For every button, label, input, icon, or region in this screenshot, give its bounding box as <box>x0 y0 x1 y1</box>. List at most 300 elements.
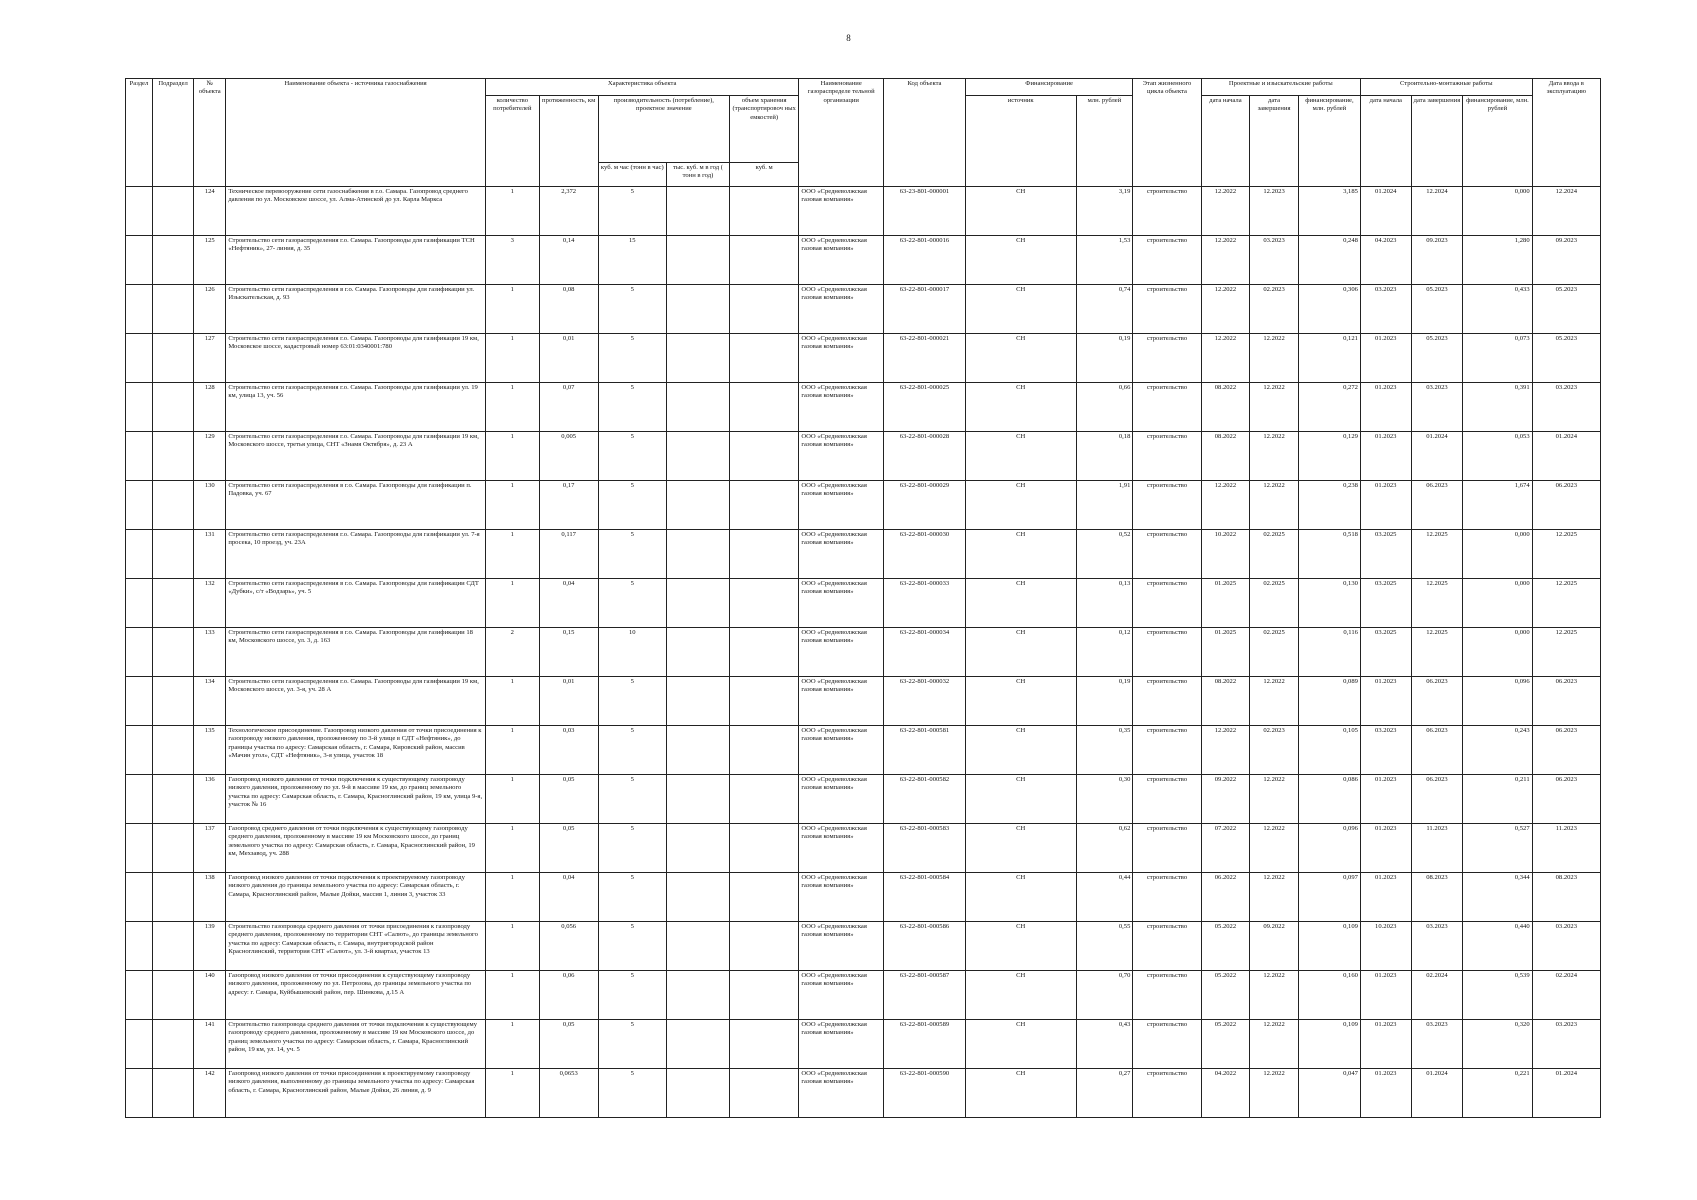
cell-podrazdel <box>152 1069 193 1118</box>
cell-storage-volume <box>730 579 799 628</box>
cell-fin-mln: 0,43 <box>1076 1020 1133 1069</box>
cell-design-end: 02.2023 <box>1250 285 1299 334</box>
cell-capacity-year <box>666 579 729 628</box>
cell-podrazdel <box>152 334 193 383</box>
cell-constr-start: 01.2023 <box>1360 432 1411 481</box>
cell-fin-source: СН <box>965 726 1076 775</box>
cell-capacity-year <box>666 236 729 285</box>
cell-length: 0,01 <box>539 677 598 726</box>
cell-capacity-year <box>666 432 729 481</box>
cell-razdel <box>126 922 153 971</box>
cell-capacity-hour: 5 <box>598 677 666 726</box>
cell-razdel <box>126 481 153 530</box>
cell-object-code: 63-22-801-000030 <box>884 530 966 579</box>
header-constr-start: дата начала <box>1360 96 1411 187</box>
cell-fin-mln: 0,70 <box>1076 971 1133 1020</box>
cell-consumers: 3 <box>485 236 539 285</box>
cell-razdel <box>126 726 153 775</box>
page-number: 8 <box>846 33 851 43</box>
cell-design-end: 12.2022 <box>1250 775 1299 824</box>
cell-constr-start: 01.2024 <box>1360 187 1411 236</box>
cell-storage-volume <box>730 873 799 922</box>
cell-length: 0,04 <box>539 579 598 628</box>
cell-constr-end: 03.2023 <box>1411 383 1463 432</box>
cell-constr-start: 01.2023 <box>1360 775 1411 824</box>
cell-razdel <box>126 530 153 579</box>
cell-capacity-hour: 5 <box>598 383 666 432</box>
cell-object-number: 140 <box>194 971 226 1020</box>
cell-object-name: Строительство сети газораспределения г.о. Самара. Газопроводы для газификации ул. 7-я просека, 10 проезд, уч. 23А <box>226 530 486 579</box>
cell-object-number: 133 <box>194 628 226 677</box>
header-unit-cubm: куб. м <box>730 163 799 187</box>
cell-commissioning-date: 03.2023 <box>1532 1020 1600 1069</box>
cell-constr-start: 03.2025 <box>1360 628 1411 677</box>
cell-design-start: 05.2022 <box>1201 922 1250 971</box>
cell-storage-volume <box>730 383 799 432</box>
cell-commissioning-date: 01.2024 <box>1532 432 1600 481</box>
cell-length: 0,15 <box>539 628 598 677</box>
cell-commissioning-date: 06.2023 <box>1532 677 1600 726</box>
cell-length: 0,056 <box>539 922 598 971</box>
cell-fin-mln: 0,30 <box>1076 775 1133 824</box>
cell-constr-fin: 0,096 <box>1463 677 1532 726</box>
cell-length: 0,14 <box>539 236 598 285</box>
cell-fin-mln: 3,19 <box>1076 187 1133 236</box>
cell-razdel <box>126 383 153 432</box>
cell-lifecycle-stage: строительство <box>1133 334 1201 383</box>
cell-constr-end: 12.2025 <box>1411 628 1463 677</box>
cell-constr-end: 08.2023 <box>1411 873 1463 922</box>
header-capacity: производительность (потребление), проектное значение <box>598 96 729 163</box>
cell-lifecycle-stage: строительство <box>1133 579 1201 628</box>
cell-object-code: 63-22-801-000581 <box>884 726 966 775</box>
cell-design-end: 12.2022 <box>1250 1069 1299 1118</box>
header-design-works: Проектные и изыскательские работы <box>1201 79 1360 96</box>
cell-podrazdel <box>152 579 193 628</box>
cell-design-fin: 0,272 <box>1298 383 1360 432</box>
cell-object-name: Строительство газопровода среднего давления от точки подключения к существующему газопроводу среднего давления, проложенному в массиве 19 км Московского шоссе, до границ земельного участка по адресу: Самарская область, г. Самара, Красноглинский район, 19 км, ул. 14, уч. 5 <box>226 1020 486 1069</box>
table-row <box>126 334 1601 383</box>
cell-object-number: 129 <box>194 432 226 481</box>
cell-design-fin: 0,109 <box>1298 1020 1360 1069</box>
cell-object-code: 63-22-801-000017 <box>884 285 966 334</box>
cell-fin-mln: 0,27 <box>1076 1069 1133 1118</box>
cell-capacity-year <box>666 383 729 432</box>
cell-capacity-year <box>666 1020 729 1069</box>
cell-capacity-hour: 5 <box>598 824 666 873</box>
cell-design-end: 12.2022 <box>1250 1020 1299 1069</box>
cell-constr-end: 01.2024 <box>1411 1069 1463 1118</box>
cell-design-fin: 0,306 <box>1298 285 1360 334</box>
cell-fin-mln: 0,44 <box>1076 873 1133 922</box>
cell-design-fin: 0,248 <box>1298 236 1360 285</box>
cell-organization: ООО «Средневолжская газовая компания» <box>799 285 884 334</box>
cell-object-code: 63-22-801-000582 <box>884 775 966 824</box>
cell-design-start: 09.2022 <box>1201 775 1250 824</box>
cell-fin-source: СН <box>965 873 1076 922</box>
cell-constr-start: 10.2023 <box>1360 922 1411 971</box>
cell-razdel <box>126 236 153 285</box>
cell-design-end: 12.2022 <box>1250 481 1299 530</box>
cell-design-end: 02.2025 <box>1250 579 1299 628</box>
cell-length: 0,04 <box>539 873 598 922</box>
cell-object-name: Строительство газопровода среднего давления от точки присоединения к газопроводу среднего давления, проложенному по территории СНТ «Салют», до границы земельного участка по адресу: Самарская область, г. Самара, внутригородской район Красноглинский, территория СНТ «Салют», ул. 3-й квартал, участок 13 <box>226 922 486 971</box>
header-financing: Финансирование <box>965 79 1133 96</box>
cell-constr-start: 03.2023 <box>1360 726 1411 775</box>
cell-fin-source: СН <box>965 530 1076 579</box>
cell-consumers: 1 <box>485 971 539 1020</box>
cell-constr-fin: 0,000 <box>1463 530 1532 579</box>
cell-design-end: 09.2022 <box>1250 922 1299 971</box>
cell-commissioning-date: 08.2023 <box>1532 873 1600 922</box>
cell-object-code: 63-22-801-000589 <box>884 1020 966 1069</box>
cell-organization: ООО «Средневолжская газовая компания» <box>799 726 884 775</box>
cell-constr-end: 06.2023 <box>1411 775 1463 824</box>
cell-organization: ООО «Средневолжская газовая компания» <box>799 873 884 922</box>
cell-constr-start: 01.2023 <box>1360 383 1411 432</box>
cell-capacity-year <box>666 1069 729 1118</box>
cell-design-fin: 0,096 <box>1298 824 1360 873</box>
cell-fin-source: СН <box>965 187 1076 236</box>
table-row <box>126 922 1601 971</box>
table-row <box>126 775 1601 824</box>
header-podrazdel: Подраздел <box>152 79 193 187</box>
cell-object-name: Газопровод низкого давления от точки присоединения к проектируемому газопроводу низкого давления, выполненному до границы земельного участка по адресу: Самарская область, г. Самара, Красноглинский район, Малые Дойки, 26 линия, д. 9 <box>226 1069 486 1118</box>
cell-consumers: 1 <box>485 481 539 530</box>
cell-design-fin: 0,116 <box>1298 628 1360 677</box>
cell-commissioning-date: 02.2024 <box>1532 971 1600 1020</box>
cell-design-fin: 0,518 <box>1298 530 1360 579</box>
cell-capacity-hour: 5 <box>598 432 666 481</box>
cell-constr-fin: 0,000 <box>1463 579 1532 628</box>
cell-object-number: 132 <box>194 579 226 628</box>
cell-capacity-hour: 5 <box>598 775 666 824</box>
cell-podrazdel <box>152 922 193 971</box>
cell-object-name: Строительство сети газораспределения в г.о. Самара. Газопроводы для газификации ул. Изыскательская, д. 93 <box>226 285 486 334</box>
cell-organization: ООО «Средневолжская газовая компания» <box>799 1020 884 1069</box>
cell-constr-start: 01.2023 <box>1360 1020 1411 1069</box>
cell-length: 0,01 <box>539 334 598 383</box>
cell-object-code: 63-22-801-000033 <box>884 579 966 628</box>
cell-razdel <box>126 1069 153 1118</box>
table-row <box>126 628 1601 677</box>
cell-object-number: 135 <box>194 726 226 775</box>
cell-organization: ООО «Средневолжская газовая компания» <box>799 922 884 971</box>
cell-consumers: 1 <box>485 1069 539 1118</box>
cell-design-start: 01.2025 <box>1201 579 1250 628</box>
cell-storage-volume <box>730 726 799 775</box>
cell-object-code: 63-22-801-000583 <box>884 824 966 873</box>
cell-design-end: 12.2023 <box>1250 187 1299 236</box>
cell-design-start: 04.2022 <box>1201 1069 1250 1118</box>
cell-object-name: Техническое перевооружение сети газоснабжения в г.о. Самара. Газопровод среднего давления по ул. Московское шоссе, ул. Алма-Атинской до ул. Карла Маркса <box>226 187 486 236</box>
cell-capacity-year <box>666 481 729 530</box>
cell-fin-source: СН <box>965 824 1076 873</box>
cell-design-fin: 0,047 <box>1298 1069 1360 1118</box>
table-row <box>126 1020 1601 1069</box>
cell-consumers: 1 <box>485 432 539 481</box>
header-object-code: Код объекта <box>884 79 966 187</box>
cell-fin-mln: 0,35 <box>1076 726 1133 775</box>
cell-lifecycle-stage: строительство <box>1133 726 1201 775</box>
cell-organization: ООО «Средневолжская газовая компания» <box>799 677 884 726</box>
cell-constr-end: 11.2023 <box>1411 824 1463 873</box>
header-commissioning-date: Дата ввода в эксплуатацию <box>1532 79 1600 187</box>
header-length: протяженность, км <box>539 96 598 187</box>
cell-fin-mln: 0,52 <box>1076 530 1133 579</box>
cell-constr-end: 09.2023 <box>1411 236 1463 285</box>
cell-storage-volume <box>730 677 799 726</box>
cell-capacity-year <box>666 775 729 824</box>
cell-fin-mln: 0,12 <box>1076 628 1133 677</box>
cell-object-number: 125 <box>194 236 226 285</box>
cell-storage-volume <box>730 922 799 971</box>
header-design-start: дата начала <box>1201 96 1250 187</box>
cell-fin-source: СН <box>965 383 1076 432</box>
header-organization: Наименование газораспределе тельной организации <box>799 79 884 187</box>
cell-design-fin: 0,105 <box>1298 726 1360 775</box>
cell-capacity-year <box>666 824 729 873</box>
cell-capacity-year <box>666 187 729 236</box>
cell-organization: ООО «Средневолжская газовая компания» <box>799 628 884 677</box>
cell-fin-source: СН <box>965 432 1076 481</box>
cell-razdel <box>126 334 153 383</box>
cell-object-name: Технологическое присоединение. Газопровод низкого давления от точки присоединения к газопроводу низкого давления, проложенному по 3-й улице в СДТ «Нефтяник», до границы участка по адресу: Самарская область, г. Самара, Кировский район, массив «Мачин угол», СДТ «Нефтяник», 3-я улица, участок 18 <box>226 726 486 775</box>
cell-consumers: 1 <box>485 677 539 726</box>
cell-commissioning-date: 01.2024 <box>1532 1069 1600 1118</box>
cell-design-start: 12.2022 <box>1201 481 1250 530</box>
cell-consumers: 1 <box>485 873 539 922</box>
cell-constr-end: 03.2023 <box>1411 922 1463 971</box>
cell-constr-fin: 0,221 <box>1463 1069 1532 1118</box>
cell-razdel <box>126 971 153 1020</box>
cell-object-code: 63-22-801-000025 <box>884 383 966 432</box>
cell-commissioning-date: 05.2023 <box>1532 334 1600 383</box>
cell-fin-source: СН <box>965 677 1076 726</box>
table-row <box>126 1069 1601 1118</box>
cell-object-name: Газопровод среднего давления от точки подключения к существующему газопроводу среднего давления, проложенному в массиве 19 км Московского шоссе, до границ земельного участка по адресу: Самарская область, г. Самара, Красноглинский район, 19 км, Мехзавод, уч. 288 <box>226 824 486 873</box>
cell-capacity-year <box>666 922 729 971</box>
table-row <box>126 873 1601 922</box>
cell-consumers: 2 <box>485 628 539 677</box>
cell-capacity-year <box>666 628 729 677</box>
cell-podrazdel <box>152 1020 193 1069</box>
cell-design-end: 12.2022 <box>1250 383 1299 432</box>
cell-consumers: 1 <box>485 824 539 873</box>
table-row <box>126 677 1601 726</box>
cell-capacity-year <box>666 726 729 775</box>
table-row <box>126 530 1601 579</box>
cell-consumers: 1 <box>485 726 539 775</box>
table-row <box>126 187 1601 236</box>
cell-length: 0,05 <box>539 824 598 873</box>
cell-consumers: 1 <box>485 530 539 579</box>
cell-podrazdel <box>152 726 193 775</box>
cell-razdel <box>126 432 153 481</box>
cell-capacity-year <box>666 334 729 383</box>
cell-capacity-hour: 5 <box>598 579 666 628</box>
cell-object-number: 138 <box>194 873 226 922</box>
cell-lifecycle-stage: строительство <box>1133 285 1201 334</box>
cell-design-fin: 0,097 <box>1298 873 1360 922</box>
header-characteristics: Характеристика объекта <box>485 79 798 96</box>
cell-storage-volume <box>730 775 799 824</box>
cell-length: 0,117 <box>539 530 598 579</box>
cell-commissioning-date: 12.2025 <box>1532 579 1600 628</box>
cell-object-code: 63-22-801-000021 <box>884 334 966 383</box>
cell-consumers: 1 <box>485 1020 539 1069</box>
cell-design-start: 01.2025 <box>1201 628 1250 677</box>
cell-constr-start: 01.2023 <box>1360 824 1411 873</box>
cell-length: 0,05 <box>539 1020 598 1069</box>
cell-length: 0,07 <box>539 383 598 432</box>
cell-storage-volume <box>730 285 799 334</box>
cell-constr-start: 01.2023 <box>1360 873 1411 922</box>
header-construction-works: Строительно-монтажные работы <box>1360 79 1532 96</box>
cell-commissioning-date: 06.2023 <box>1532 726 1600 775</box>
cell-constr-start: 03.2023 <box>1360 285 1411 334</box>
cell-constr-start: 01.2023 <box>1360 334 1411 383</box>
cell-commissioning-date: 06.2023 <box>1532 775 1600 824</box>
cell-lifecycle-stage: строительство <box>1133 971 1201 1020</box>
table-row <box>126 726 1601 775</box>
cell-lifecycle-stage: строительство <box>1133 922 1201 971</box>
cell-design-start: 12.2022 <box>1201 334 1250 383</box>
cell-object-number: 124 <box>194 187 226 236</box>
cell-object-number: 130 <box>194 481 226 530</box>
cell-constr-end: 03.2023 <box>1411 1020 1463 1069</box>
cell-object-number: 139 <box>194 922 226 971</box>
cell-lifecycle-stage: строительство <box>1133 236 1201 285</box>
cell-podrazdel <box>152 236 193 285</box>
cell-design-start: 12.2022 <box>1201 285 1250 334</box>
cell-fin-source: СН <box>965 971 1076 1020</box>
cell-fin-mln: 0,74 <box>1076 285 1133 334</box>
cell-constr-fin: 1,674 <box>1463 481 1532 530</box>
cell-commissioning-date: 06.2023 <box>1532 481 1600 530</box>
cell-object-code: 63-22-801-000590 <box>884 1069 966 1118</box>
cell-lifecycle-stage: строительство <box>1133 824 1201 873</box>
cell-constr-end: 06.2023 <box>1411 677 1463 726</box>
cell-object-name: Строительство сети газораспределения г.о. Самара. Газопроводы для газификации ТСН «Нефтяник», 27- линия, д. 35 <box>226 236 486 285</box>
cell-design-fin: 0,086 <box>1298 775 1360 824</box>
cell-fin-mln: 0,62 <box>1076 824 1133 873</box>
table-header <box>126 79 1601 187</box>
cell-fin-mln: 0,55 <box>1076 922 1133 971</box>
cell-object-name: Строительство сети газораспределения в г.о. Самара. Газопроводы для газификации 18 км, Московского шоссе, ул. 3, д. 163 <box>226 628 486 677</box>
cell-object-code: 63-22-801-000586 <box>884 922 966 971</box>
cell-organization: ООО «Средневолжская газовая компания» <box>799 775 884 824</box>
cell-commissioning-date: 03.2023 <box>1532 922 1600 971</box>
header-fin-mln: млн. рублей <box>1076 96 1133 187</box>
cell-podrazdel <box>152 628 193 677</box>
cell-lifecycle-stage: строительство <box>1133 677 1201 726</box>
cell-design-end: 12.2022 <box>1250 971 1299 1020</box>
cell-constr-end: 05.2023 <box>1411 334 1463 383</box>
cell-capacity-year <box>666 677 729 726</box>
cell-constr-end: 05.2023 <box>1411 285 1463 334</box>
cell-razdel <box>126 873 153 922</box>
cell-object-number: 126 <box>194 285 226 334</box>
cell-commissioning-date: 12.2025 <box>1532 530 1600 579</box>
cell-razdel <box>126 824 153 873</box>
cell-object-number: 136 <box>194 775 226 824</box>
cell-lifecycle-stage: строительство <box>1133 481 1201 530</box>
header-unit-cubm-hour: куб. м час (тонн в час) <box>598 163 666 187</box>
header-constr-fin: финансирование, млн. рублей <box>1463 96 1532 187</box>
cell-storage-volume <box>730 1020 799 1069</box>
cell-design-end: 12.2022 <box>1250 334 1299 383</box>
cell-design-end: 02.2025 <box>1250 628 1299 677</box>
cell-capacity-year <box>666 971 729 1020</box>
header-consumers: количество потребителей <box>485 96 539 187</box>
gas-objects-table <box>125 78 1601 1118</box>
cell-organization: ООО «Средневолжская газовая компания» <box>799 579 884 628</box>
cell-capacity-hour: 5 <box>598 726 666 775</box>
cell-fin-source: СН <box>965 1020 1076 1069</box>
cell-storage-volume <box>730 1069 799 1118</box>
cell-podrazdel <box>152 285 193 334</box>
cell-consumers: 1 <box>485 775 539 824</box>
cell-object-number: 127 <box>194 334 226 383</box>
cell-podrazdel <box>152 824 193 873</box>
cell-length: 0,06 <box>539 971 598 1020</box>
cell-capacity-hour: 5 <box>598 971 666 1020</box>
cell-constr-fin: 0,000 <box>1463 628 1532 677</box>
cell-constr-end: 06.2023 <box>1411 481 1463 530</box>
cell-constr-start: 01.2023 <box>1360 1069 1411 1118</box>
table-row <box>126 285 1601 334</box>
cell-object-name: Строительство сети газораспределения г.о. Самара. Газопроводы для газификации 19 км, Московского шоссе, третья улица, СНТ «Знамя Октября», д. 23 А <box>226 432 486 481</box>
cell-constr-fin: 0,243 <box>1463 726 1532 775</box>
cell-constr-fin: 0,440 <box>1463 922 1532 971</box>
header-storage-volume: объем хранения (транспортировоч ных емкостей) <box>730 96 799 163</box>
cell-object-code: 63-22-801-000034 <box>884 628 966 677</box>
cell-fin-source: СН <box>965 1069 1076 1118</box>
cell-object-name: Газопровод низкого давления от точки присоединения к существующему газопроводу низкого давления, проложенному по ул. Петрозова, до границы земельного участка по адресу: г. Самара, Куйбышевский район, пер. Шинкова, д.15 А <box>226 971 486 1020</box>
cell-podrazdel <box>152 383 193 432</box>
cell-object-name: Строительство сети газораспределения г.о. Самара. Газопроводы для газификации ул. 19 км, улица 13, уч. 56 <box>226 383 486 432</box>
cell-fin-source: СН <box>965 334 1076 383</box>
table-body <box>126 187 1601 1118</box>
cell-object-code: 63-22-801-000032 <box>884 677 966 726</box>
cell-organization: ООО «Средневолжская газовая компания» <box>799 824 884 873</box>
cell-storage-volume <box>730 481 799 530</box>
cell-storage-volume <box>730 187 799 236</box>
cell-design-fin: 0,121 <box>1298 334 1360 383</box>
cell-length: 0,0653 <box>539 1069 598 1118</box>
cell-length: 0,08 <box>539 285 598 334</box>
cell-constr-start: 03.2025 <box>1360 530 1411 579</box>
cell-constr-end: 01.2024 <box>1411 432 1463 481</box>
cell-razdel <box>126 579 153 628</box>
cell-podrazdel <box>152 873 193 922</box>
cell-object-name: Строительство сети газораспределения г.о. Самара. Газопроводы для газификации 19 км, Московское шоссе, кадастровый номер 63:01:0340001:780 <box>226 334 486 383</box>
cell-object-code: 63-22-801-000028 <box>884 432 966 481</box>
header-object-name: Наименование объекта - источника газоснабжения <box>226 79 486 187</box>
cell-lifecycle-stage: строительство <box>1133 383 1201 432</box>
cell-object-name: Газопровод низкого давления от точки подключения к существующему газопроводу низкого давления, проложенному по ул. 9-й в массиве 19 км, до границ земельного участка по адресу: Самарская область, г. Самара, Красноглинский район, 19 км, улица 9-я, участок № 16 <box>226 775 486 824</box>
cell-fin-mln: 0,19 <box>1076 334 1133 383</box>
cell-razdel <box>126 1020 153 1069</box>
cell-storage-volume <box>730 628 799 677</box>
cell-length: 0,17 <box>539 481 598 530</box>
cell-constr-fin: 0,211 <box>1463 775 1532 824</box>
cell-commissioning-date: 11.2023 <box>1532 824 1600 873</box>
table-row <box>126 971 1601 1020</box>
cell-constr-fin: 0,000 <box>1463 187 1532 236</box>
cell-design-end: 03.2023 <box>1250 236 1299 285</box>
